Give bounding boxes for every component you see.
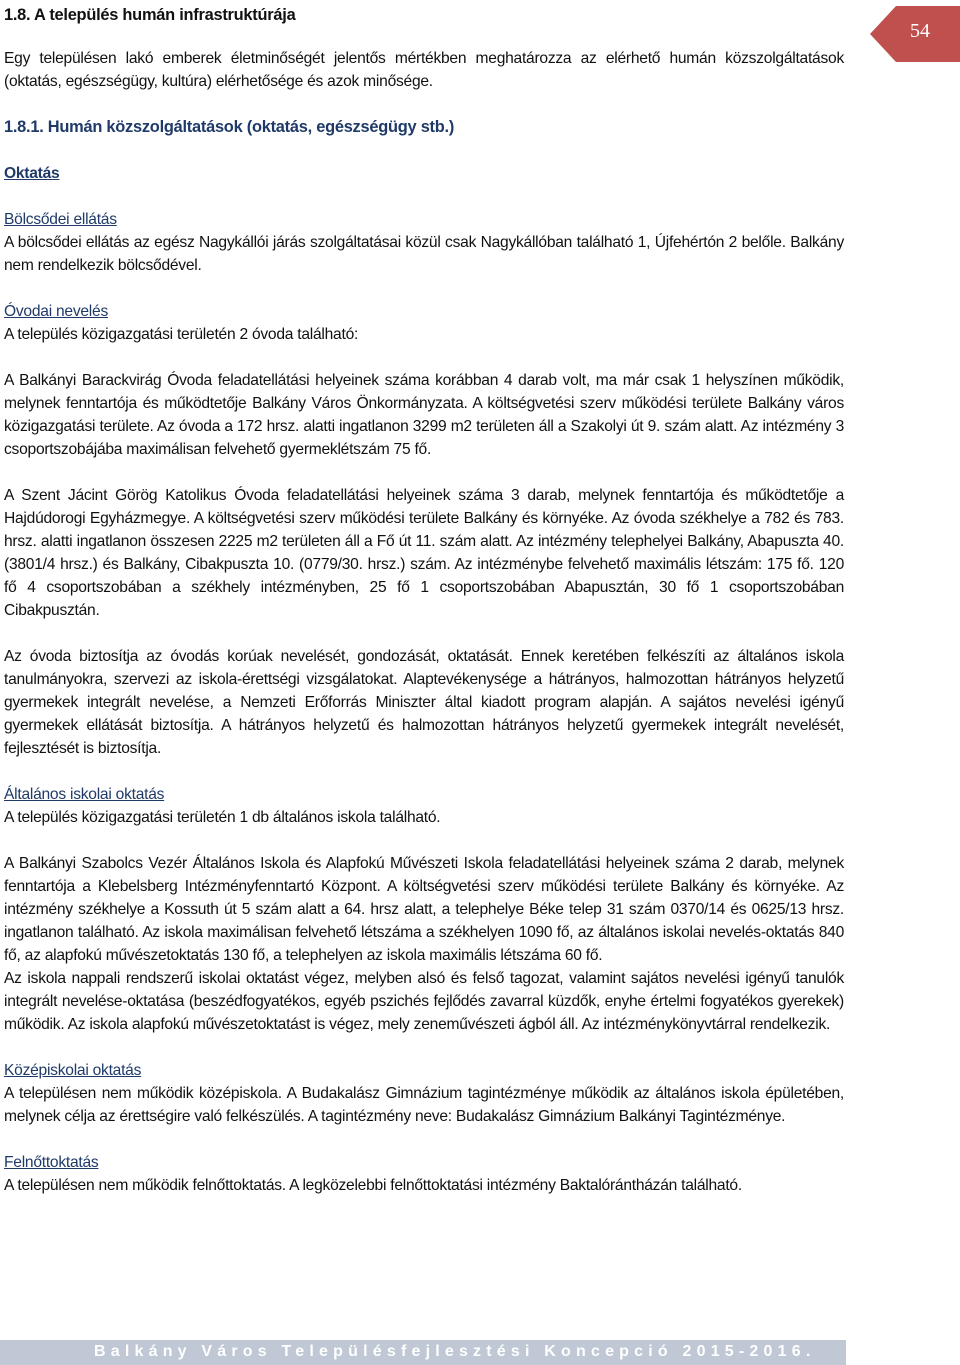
bolcsode-text: A bölcsődei ellátás az egész Nagykállói járás szolgáltatásai közül csak Nagykállóban található 1, Újfehértón 2 belőle. Balkány nem rendelkezik bölcsődével. bbox=[4, 234, 844, 274]
altalanos-paragraph-1: A Balkányi Szabolcs Vezér Általános Iskola és Alapfokú Művészeti Iskola feladatellátási helyeinek száma 2 darab, melynek fenntartója a Klebelsberg Intézményfenntartó Központ. A költségvetési szerv működési területe Balkány és környéke. Az intézmény székhelye a Kossuth út 5 szám alatt a 64. hrsz alatt, a telephelye Béke telep 31 szám 0370/14 és 0625/13 hrsz. ingatlanon található. Az iskola maximálisan felvehető létszáma a székhelyen 1090 fő, az általános iskolai nevelés-oktatás 840 fő, az alapfokú művészetoktatás 130 fő, a telephelyen az iskola maximális létszáma 60 fő. bbox=[4, 855, 844, 964]
page-number: 54 bbox=[910, 20, 930, 42]
bolcsode-heading: Bölcsődei ellátás bbox=[4, 211, 117, 228]
ovoda-heading: Óvodai nevelés bbox=[4, 303, 108, 320]
subsection-title: 1.8.1. Humán közszolgáltatások (oktatás, egészségügy stb.) bbox=[4, 118, 455, 136]
altalanos-heading: Általános iskolai oktatás bbox=[4, 786, 165, 803]
ovoda-paragraph-1: A Balkányi Barackvirág Óvoda feladatellátási helyeinek száma korábban 4 darab volt, ma már csak 1 helyszínen működik, melynek fenntartója és működtetője Balkány Város Önkormányzata. A költségvetési szerv működési területe Balkány város közigazgatási területe. Az óvoda a 172 hrsz. alatti ingatlanon 3299 m2 területen áll a Szakolyi út 9. szám alatt. Az intézmény 3 csoportszobájába maximálisan felvehető gyermeklétszám 75 fő. bbox=[4, 372, 844, 458]
oktatas-heading: Oktatás bbox=[4, 165, 60, 182]
footer-text: Balkány Város Településfejlesztési Koncepció 2015-2016. bbox=[94, 1343, 816, 1360]
section-title: 1.8. A település humán infrastruktúrája bbox=[4, 6, 296, 24]
page-number-badge bbox=[870, 6, 960, 62]
kozep-heading: Középiskolai oktatás bbox=[4, 1062, 142, 1079]
ovoda-intro: A település közigazgatási területén 2 óvoda található: bbox=[4, 326, 359, 343]
felnott-heading: Felnőttoktatás bbox=[4, 1154, 99, 1171]
document-body bbox=[4, 0, 844, 1197]
ovoda-paragraph-2: A Szent Jácint Görög Katolikus Óvoda feladatellátási helyeinek száma 3 darab, melynek fenntartója és működtetője a Hajdúdorogi Egyházmegye. A költségvetési szerv működési területe Balkány és környéke. Az óvoda székhelye a 782 és 783. hrsz. alatti ingatlanon összesen 2225 m2 területen áll a Fő út 11. szám alatt. Az intézmény telephelyei Balkány, Abapuszta 40. (3801/4 hrsz.) és Balkány, Cibakpuszta 10. (0779/30. hrsz.) szám. Az intézménybe felvehető maximális létszám: 175 fő. 120 fő 4 csoportszobában a székhely intézményben, 25 fő 1 csoportszobában Abapusztán, 30 fő 1 csoportszobában Cibakpusztán. bbox=[4, 487, 844, 619]
altalanos-paragraph-2: Az iskola nappali rendszerű iskolai oktatást végez, melyben alsó és felső tagozat, valamint sajátos nevelési igényű tanulók integrált nevelése-oktatása (beszédfogyatékos, egyéb pszichés fejlődés zavarral küzdők, enyhe értelmi fogyatékos gyerekek) működik. Az iskola alapfokú művészetoktatást is végez, mely zeneművészeti ágból áll. Az intézménykönyvtárral rendelkezik. bbox=[4, 970, 844, 1033]
felnott-text: A településen nem működik felnőttoktatás. A legközelebbi felnőttoktatási intézmény Baktalórántházán található. bbox=[4, 1177, 742, 1194]
intro-paragraph: Egy településen lakó emberek életminőségét jelentős mértékben meghatározza az elérhető humán közszolgáltatások (oktatás, egészségügy, kultúra) elérhetősége és azok minősége. bbox=[4, 50, 844, 90]
altalanos-intro: A település közigazgatási területén 1 db általános iskola található. bbox=[4, 809, 441, 826]
ovoda-paragraph-3: Az óvoda biztosítja az óvodás korúak nevelését, gondozását, oktatását. Ennek keretében felkészíti az általános iskola tanulmányokra, szervezi az iskola-érettségi vizsgálatokat. Alaptevékenysége a hátrányos, halmozottan hátrányos helyzetű gyermekek integrált nevelése, a Nemzeti Erőforrás Miniszter által kiadott program alapján. A sajátos nevelési igényű gyermekek ellátását biztosítja. A hátrányos helyzetű és halmozottan hátrányos helyzetű gyermekek integrált nevelését, fejlesztését is biztosítja. bbox=[4, 648, 844, 757]
kozep-text: A településen nem működik középiskola. A Budakalász Gimnázium tagintézménye működik az általános iskola épületében, melynek célja az érettségire való felkészülés. A tagintézmény neve: Budakalász Gimnázium Balkányi Tagintézménye. bbox=[4, 1085, 844, 1125]
